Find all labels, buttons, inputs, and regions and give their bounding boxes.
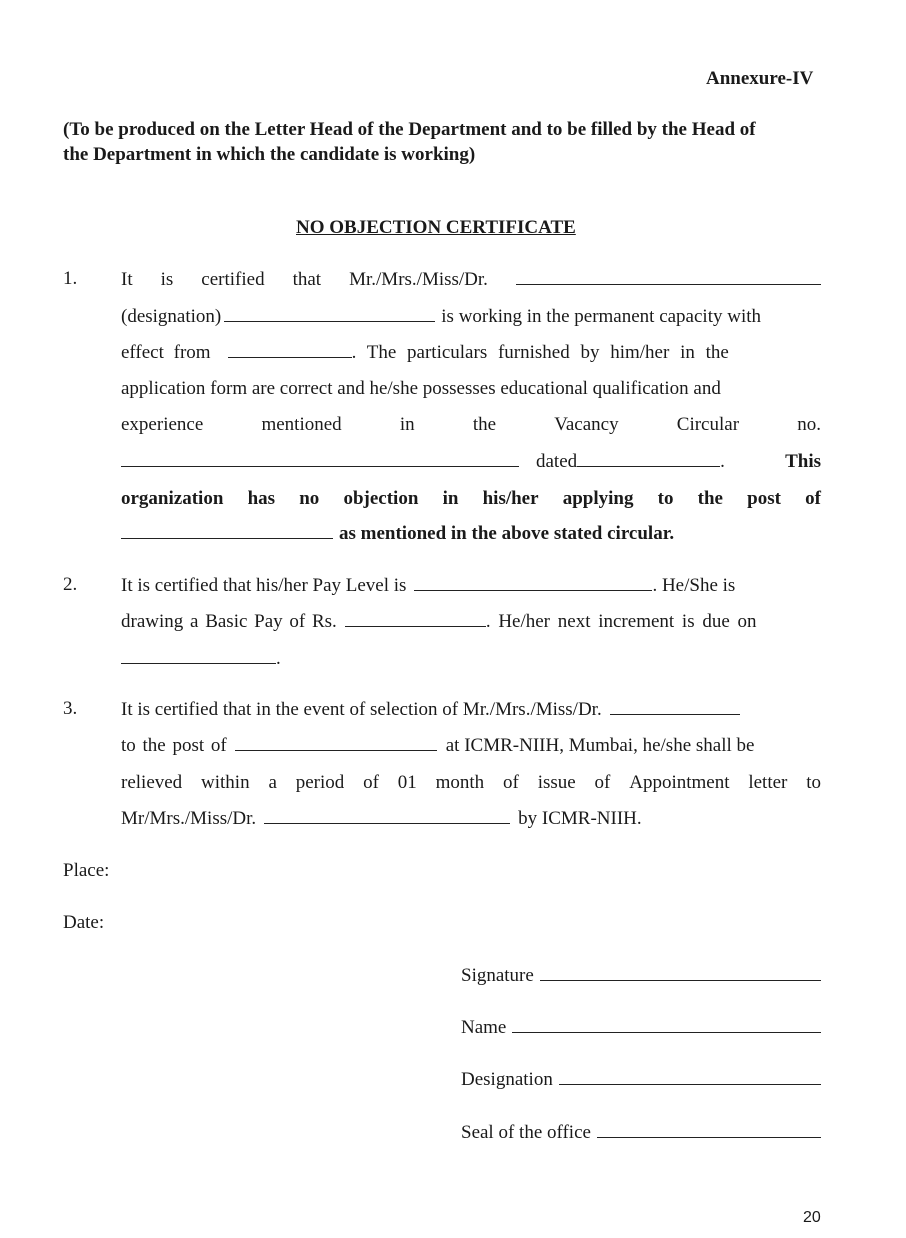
designation-row <box>461 1069 821 1091</box>
signature-row <box>461 965 821 987</box>
word: the <box>697 488 723 509</box>
post-blank-line[interactable] <box>121 538 333 539</box>
word: the <box>472 414 497 435</box>
seal-row <box>461 1122 821 1144</box>
text: is working in the permanent capacity with <box>441 306 762 327</box>
section-1-line-6 <box>121 450 821 474</box>
word: no <box>299 488 320 509</box>
text: application form are correct and he/she possesses educational qualification and <box>121 378 721 399</box>
word: within <box>201 772 250 793</box>
word: to <box>657 488 674 509</box>
instruction-line-2: the Department in which the candidate is working) <box>63 144 476 165</box>
text: This <box>785 451 821 472</box>
word: his/her <box>482 488 539 509</box>
word: no. <box>797 414 821 435</box>
text: Mr/Mrs./Miss/Dr. <box>121 808 257 829</box>
name-blank-line[interactable] <box>512 1032 821 1033</box>
word: of <box>363 772 379 793</box>
word: It <box>121 269 133 290</box>
section-1-line-2 <box>121 305 821 329</box>
text: at ICMR-NIIH, Mumbai, he/she shall be <box>445 735 755 756</box>
designation-label: (designation) <box>121 306 222 327</box>
designation-blank-line[interactable] <box>224 321 435 322</box>
word: a <box>268 772 277 793</box>
text: . He/her next increment is due on <box>485 611 757 632</box>
word: applying <box>562 488 634 509</box>
circular-no-blank-line[interactable] <box>121 466 519 467</box>
section-2-line-2 <box>121 610 821 634</box>
date-label: Date: <box>63 912 105 933</box>
word: has <box>247 488 276 509</box>
signature-label: Signature <box>461 965 534 986</box>
basic-pay-blank-line[interactable] <box>345 626 486 627</box>
word: of <box>503 772 519 793</box>
section-1-number: 1. <box>63 268 78 289</box>
word: letter <box>748 772 788 793</box>
text: . The particulars furnished by him/her in the <box>351 342 729 363</box>
place-label: Place: <box>63 860 110 881</box>
text: to the post of <box>121 735 227 756</box>
word: that <box>292 269 322 290</box>
page-number: 20 <box>803 1209 821 1226</box>
seal-label: Seal of the office <box>461 1122 591 1143</box>
annexure-label: Annexure-IV <box>706 68 814 89</box>
text: . <box>720 451 725 472</box>
word: is <box>160 269 174 290</box>
pay-level-blank-line[interactable] <box>414 590 652 591</box>
section-3-number: 3. <box>63 698 78 719</box>
text: by ICMR-NIIH. <box>518 808 642 829</box>
section-3-line-3 <box>121 771 821 795</box>
designation-sign-blank-line[interactable] <box>559 1084 821 1085</box>
effect-date-blank-line[interactable] <box>228 357 352 358</box>
word: objection <box>343 488 419 509</box>
word: period <box>295 772 345 793</box>
word: Mr./Mrs./Miss/Dr. <box>349 269 488 290</box>
candidate-name-blank-line[interactable] <box>610 714 740 715</box>
section-1-line-4 <box>121 377 821 401</box>
word: of <box>594 772 611 793</box>
section-2-line-3 <box>121 647 821 671</box>
section-1-line-3 <box>121 341 821 365</box>
section-2-line-1 <box>121 574 821 598</box>
word: Vacancy <box>554 414 619 435</box>
word: post <box>747 488 781 509</box>
signature-blank-line[interactable] <box>540 980 821 981</box>
word: Circular <box>676 414 740 435</box>
section-1-line-7 <box>121 487 821 511</box>
word: issue <box>537 772 576 793</box>
section-1-line-5 <box>121 413 821 437</box>
word: Appointment <box>629 772 730 793</box>
word: of <box>805 488 821 509</box>
word: certified <box>201 269 265 290</box>
text: as mentioned in the above stated circular. <box>339 523 675 544</box>
section-1-line-8 <box>121 522 821 546</box>
word: 01 <box>397 772 417 793</box>
text: effect from <box>121 342 211 363</box>
post-name-blank-line[interactable] <box>235 750 437 751</box>
word: month <box>435 772 485 793</box>
increment-date-blank-line[interactable] <box>121 663 276 664</box>
name-row <box>461 1017 821 1039</box>
seal-blank-line[interactable] <box>597 1137 821 1138</box>
word: to <box>806 772 821 793</box>
name-label: Name <box>461 1017 507 1038</box>
word: in <box>442 488 459 509</box>
section-3-line-4 <box>121 807 821 831</box>
word: organization <box>121 488 224 509</box>
designation-label: Designation <box>461 1069 553 1090</box>
word: relieved <box>121 772 183 793</box>
text: drawing a Basic Pay of Rs. <box>121 611 337 632</box>
word: in <box>399 414 415 435</box>
text: It is certified that in the event of selection of Mr./Mrs./Miss/Dr. <box>121 699 602 720</box>
section-3-line-1 <box>121 698 821 722</box>
dated-blank-line[interactable] <box>577 466 720 467</box>
text: . <box>276 648 281 669</box>
dated-label: dated <box>536 451 578 472</box>
section-1-line-1 <box>121 268 821 292</box>
word: experience <box>121 414 204 435</box>
section-3-line-2 <box>121 734 821 758</box>
section-2-number: 2. <box>63 574 78 595</box>
name-blank-line[interactable] <box>516 284 821 285</box>
text: . He/She is <box>652 575 736 596</box>
page-title: NO OBJECTION CERTIFICATE <box>296 217 576 238</box>
appointee-name-blank-line[interactable] <box>264 823 510 824</box>
word: mentioned <box>261 414 342 435</box>
text: It is certified that his/her Pay Level is <box>121 575 407 596</box>
instruction-line-1: (To be produced on the Letter Head of the Department and to be filled by the Head of <box>63 119 756 140</box>
